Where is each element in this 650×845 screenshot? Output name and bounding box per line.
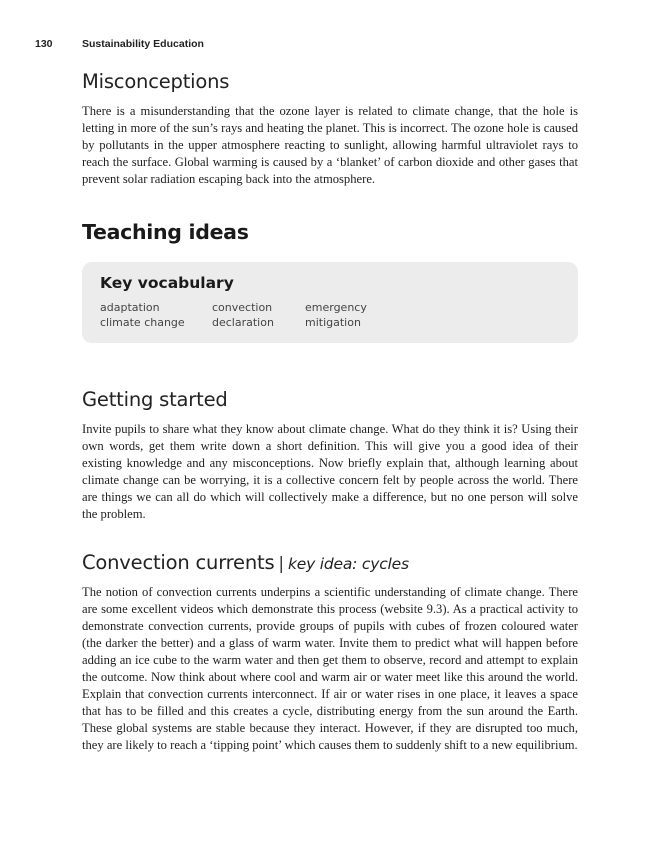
misconceptions-section	[82, 70, 578, 188]
getting-started-section	[82, 388, 578, 523]
key-idea-label: key idea: cycles	[287, 555, 409, 573]
getting-started-heading: Getting started	[82, 388, 228, 411]
convection-currents-title: Convection currents	[82, 551, 275, 574]
convection-currents-heading	[82, 551, 578, 574]
misconceptions-paragraph: There is a misunderstanding that the ozone layer is related to climate change, that the hole is letting in more of the sun’s rays and heating the planet. This is incorrect. The ozone hole is caused by pollutants in the upper atmosphere reacting to sunlight, allowing harmful ultraviolet rays to reach the surface. Global warming is caused by a ‘blanket’ of carbon dioxide and other gases that prevent solar radiation escaping back into the atmosphere.	[82, 104, 578, 186]
convection-currents-paragraph: The notion of convection currents underpins a scientific understanding of climate change. There are some excellent videos which demonstrate this process (website 9.3). As a practical activity to demonstrate convection currents, provide groups of pupils with cubes of frozen coloured water (the darker the better) and a glass of warm water. Invite them to predict what will happen before adding an ice cube to the warm water and then get them to observe, record and attempt to explain the outcome. Now think about where cool and warm air or water meet like this around the world. Explain that convection currents interconnect. If air or water rises in one place, it leaves a space that has to be filled and this creates a cycle, distributing energy from the sun around the Earth. These global systems are stable because they interact. However, if they are disrupted too much, they are likely to reach a ‘tipping point’ which causes them to suddenly shift to a new equilibrium.	[82, 585, 578, 752]
page-content	[82, 70, 578, 754]
key-vocabulary-box	[82, 262, 578, 343]
running-title: Sustainability Education	[82, 38, 204, 50]
heading-separator: |	[278, 554, 284, 574]
convection-currents-section	[82, 551, 578, 754]
misconceptions-heading: Misconceptions	[82, 70, 230, 93]
vocabulary-term: mitigation	[305, 316, 361, 329]
vocabulary-term: adaptation	[100, 301, 160, 314]
teaching-ideas-heading: Teaching ideas	[82, 220, 249, 244]
vocabulary-term: emergency	[305, 301, 367, 314]
getting-started-paragraph: Invite pupils to share what they know about climate change. What do they think it is? Using their own words, get them write down a short definition. This will give you a good idea of their existing knowledge and any misconceptions. Now briefly explain that, although learning about climate change can be worrying, it is a collective concern felt by people across the world. There are things we can all do which will collectively make a difference, but no one person will solve the problem.	[82, 422, 578, 521]
vocabulary-term: declaration	[212, 316, 274, 329]
vocabulary-term: convection	[212, 301, 273, 314]
page-number: 130	[35, 38, 53, 50]
vocabulary-terms	[100, 301, 560, 329]
running-header	[35, 38, 204, 50]
vocabulary-term: climate change	[100, 316, 185, 329]
key-vocabulary-heading: Key vocabulary	[100, 274, 234, 292]
